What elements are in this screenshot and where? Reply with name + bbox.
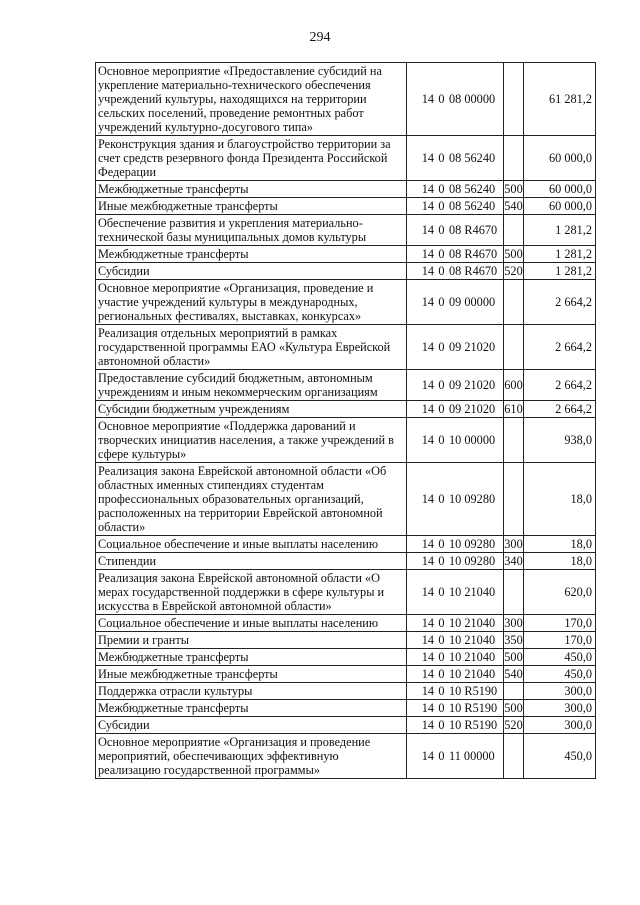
- code-part-article: 09 21020: [449, 402, 496, 416]
- table-row: [96, 536, 596, 553]
- row-name: Иные межбюджетные трансферты: [96, 666, 407, 683]
- code-part-section: 14: [421, 633, 434, 647]
- row-expense-type: 300: [504, 616, 523, 630]
- row-expense-type: 340: [504, 554, 523, 568]
- row-code: [407, 325, 504, 370]
- row-name: Субсидии: [96, 263, 407, 280]
- table-row: [96, 717, 596, 734]
- row-expense-type: 540: [504, 667, 523, 681]
- code-part-section: 14: [421, 701, 434, 715]
- row-code: [407, 615, 504, 632]
- code-part-article: 10 09280: [449, 537, 496, 551]
- row-expense-type: 500: [504, 247, 523, 261]
- row-code: [407, 463, 504, 536]
- code-part-sub: 0: [438, 295, 445, 309]
- row-sum: 60 000,0: [524, 181, 596, 198]
- code-part-article: 10 21040: [449, 633, 496, 647]
- code-part-sub: 0: [438, 199, 445, 213]
- code-part-sub: 0: [438, 616, 445, 630]
- table-row: [96, 700, 596, 717]
- code-part-sub: 0: [438, 650, 445, 664]
- code-part-article: 08 00000: [449, 92, 496, 106]
- table-row: [96, 63, 596, 136]
- code-part-article: 10 21040: [449, 585, 496, 599]
- table-row: [96, 401, 596, 418]
- row-expense-type: 600: [504, 370, 524, 401]
- code-part-article: 11 00000: [449, 749, 495, 763]
- row-name: Основное мероприятие «Предоставление субсидий на укрепление материально-технического обеспечения учреждений культуры, находящихся на территории сельских поселений, проведение ремонтных работ учреждений культурно-досугового типа»: [96, 63, 407, 136]
- code-part-section: 14: [421, 684, 434, 698]
- code-part-section: 14: [421, 402, 434, 416]
- code-part-section: 14: [421, 92, 434, 106]
- table-row: [96, 570, 596, 615]
- row-name: Основное мероприятие «Организация и проведение мероприятий, обеспечивающих эффективную реализацию государственной программы»: [96, 734, 407, 779]
- row-sum: 170,0: [524, 632, 596, 649]
- row-name: Реализация закона Еврейской автономной области «Об областных именных стипендиях студентам профессиональных образовательных организаций, расположенных на территории Еврейской автономной области»: [96, 463, 407, 536]
- code-part-section: 14: [421, 151, 434, 165]
- row-expense-type: 500: [504, 650, 523, 664]
- code-part-sub: 0: [438, 378, 445, 392]
- code-part-sub: 0: [438, 402, 445, 416]
- table-row: [96, 734, 596, 779]
- code-part-section: 14: [421, 718, 434, 732]
- row-name: Иные межбюджетные трансферты: [96, 198, 407, 215]
- row-name: Стипендии: [96, 553, 407, 570]
- code-part-article: 08 R4670: [449, 264, 498, 278]
- row-sum: 1 281,2: [524, 263, 596, 280]
- row-name: Основное мероприятие «Поддержка дарований и творческих инициатив населения, а также учреждений в сфере культуры»: [96, 418, 407, 463]
- row-code: [407, 246, 504, 263]
- table-row: [96, 632, 596, 649]
- row-code: [407, 418, 504, 463]
- code-part-sub: 0: [438, 684, 445, 698]
- row-expense-type: [504, 683, 524, 700]
- row-sum: 2 664,2: [524, 280, 596, 325]
- row-sum: 18,0: [524, 463, 596, 536]
- row-sum: 170,0: [524, 615, 596, 632]
- row-sum: 450,0: [524, 649, 596, 666]
- row-name: Межбюджетные трансферты: [96, 181, 407, 198]
- table-row: [96, 615, 596, 632]
- row-sum: 300,0: [524, 700, 596, 717]
- row-expense-type: 350: [504, 633, 523, 647]
- row-sum: 61 281,2: [524, 63, 596, 136]
- row-code: [407, 683, 504, 700]
- code-part-sub: 0: [438, 749, 445, 763]
- row-sum: 60 000,0: [524, 198, 596, 215]
- code-part-article: 10 R5190: [449, 684, 498, 698]
- code-part-article: 10 21040: [449, 616, 496, 630]
- row-sum: 300,0: [524, 683, 596, 700]
- table-row: [96, 181, 596, 198]
- table-row: [96, 553, 596, 570]
- budget-table: [95, 62, 596, 779]
- row-sum: 1 281,2: [524, 246, 596, 263]
- code-part-article: 08 56240: [449, 199, 496, 213]
- table-row: [96, 198, 596, 215]
- table-row: [96, 666, 596, 683]
- row-name: Межбюджетные трансферты: [96, 700, 407, 717]
- code-part-article: 10 R5190: [449, 701, 498, 715]
- row-code: [407, 570, 504, 615]
- code-part-section: 14: [421, 340, 434, 354]
- code-part-article: 09 00000: [449, 295, 496, 309]
- row-sum: 60 000,0: [524, 136, 596, 181]
- table-row: [96, 463, 596, 536]
- code-part-sub: 0: [438, 433, 445, 447]
- row-code: [407, 553, 504, 570]
- code-part-section: 14: [421, 650, 434, 664]
- row-code: [407, 632, 504, 649]
- row-name: Предоставление субсидий бюджетным, автономным учреждениям и иным некоммерческим организациям: [96, 370, 407, 401]
- code-part-article: 08 56240: [449, 151, 496, 165]
- row-name: Обеспечение развития и укрепления материально-технической базы муниципальных домов культуры: [96, 215, 407, 246]
- code-part-sub: 0: [438, 247, 445, 261]
- table-row: [96, 325, 596, 370]
- row-expense-type: [504, 280, 524, 325]
- row-sum: 450,0: [524, 734, 596, 779]
- table-row: [96, 215, 596, 246]
- code-part-article: 10 00000: [449, 433, 496, 447]
- code-part-sub: 0: [438, 151, 445, 165]
- row-expense-type: [504, 215, 524, 246]
- code-part-article: 08 R4670: [449, 223, 498, 237]
- row-name: Реализация отдельных мероприятий в рамках государственной программы ЕАО «Культура Еврейской автономной области»: [96, 325, 407, 370]
- row-expense-type: 500: [504, 182, 523, 196]
- row-expense-type: [504, 418, 524, 463]
- row-expense-type: 520: [504, 718, 523, 732]
- row-name: Премии и гранты: [96, 632, 407, 649]
- code-part-section: 14: [421, 182, 434, 196]
- row-code: [407, 370, 504, 401]
- code-part-section: 14: [421, 223, 434, 237]
- row-code: [407, 649, 504, 666]
- table-row: [96, 263, 596, 280]
- code-part-section: 14: [421, 378, 434, 392]
- row-expense-type: 540: [504, 199, 523, 213]
- code-part-article: 09 21020: [449, 378, 496, 392]
- code-part-section: 14: [421, 537, 434, 551]
- row-name: Основное мероприятие «Организация, проведение и участие учреждений культуры в международных, региональных фестивалях, выставках, конкурсах»: [96, 280, 407, 325]
- page-number: 294: [309, 30, 331, 45]
- code-part-sub: 0: [438, 554, 445, 568]
- code-part-sub: 0: [438, 264, 445, 278]
- code-part-article: 10 21040: [449, 650, 496, 664]
- code-part-sub: 0: [438, 492, 445, 506]
- row-code: [407, 280, 504, 325]
- code-part-section: 14: [421, 616, 434, 630]
- row-code: [407, 263, 504, 280]
- row-name: Социальное обеспечение и иные выплаты населению: [96, 536, 407, 553]
- row-expense-type: [504, 570, 524, 615]
- row-expense-type: [504, 63, 524, 136]
- row-code: [407, 717, 504, 734]
- row-name: Субсидии бюджетным учреждениям: [96, 401, 407, 418]
- code-part-section: 14: [421, 247, 434, 261]
- row-expense-type: [504, 463, 524, 536]
- code-part-section: 14: [421, 749, 434, 763]
- row-expense-type: 300: [504, 537, 523, 551]
- table-row: [96, 136, 596, 181]
- code-part-section: 14: [421, 433, 434, 447]
- code-part-section: 14: [421, 199, 434, 213]
- row-code: [407, 181, 504, 198]
- row-expense-type: 520: [504, 264, 523, 278]
- code-part-section: 14: [421, 667, 434, 681]
- row-sum: 938,0: [524, 418, 596, 463]
- row-name: Реализация закона Еврейской автономной области «О мерах государственной поддержки в сфере культуры и искусства в Еврейской автономной области»: [96, 570, 407, 615]
- code-part-sub: 0: [438, 182, 445, 196]
- code-part-article: 10 21040: [449, 667, 496, 681]
- row-sum: 300,0: [524, 717, 596, 734]
- code-part-sub: 0: [438, 701, 445, 715]
- code-part-sub: 0: [438, 718, 445, 732]
- row-expense-type: [504, 325, 524, 370]
- code-part-section: 14: [421, 554, 434, 568]
- code-part-article: 10 09280: [449, 554, 496, 568]
- row-code: [407, 700, 504, 717]
- table-row: [96, 246, 596, 263]
- row-expense-type: 610: [504, 402, 523, 416]
- table-row: [96, 280, 596, 325]
- row-sum: 620,0: [524, 570, 596, 615]
- row-name: Субсидии: [96, 717, 407, 734]
- code-part-article: 08 56240: [449, 182, 496, 196]
- table-row: [96, 649, 596, 666]
- row-name: Реконструкция здания и благоустройство территории за счет средств резервного фонда Президента Российской Федерации: [96, 136, 407, 181]
- table-row: [96, 370, 596, 401]
- table-row: [96, 683, 596, 700]
- row-code: [407, 401, 504, 418]
- code-part-section: 14: [421, 585, 434, 599]
- row-sum: 450,0: [524, 666, 596, 683]
- code-part-sub: 0: [438, 340, 445, 354]
- code-part-sub: 0: [438, 633, 445, 647]
- code-part-article: 09 21020: [449, 340, 496, 354]
- row-expense-type: 500: [504, 701, 523, 715]
- row-sum: 18,0: [524, 536, 596, 553]
- row-name: Межбюджетные трансферты: [96, 649, 407, 666]
- row-sum: 1 281,2: [524, 215, 596, 246]
- code-part-sub: 0: [438, 92, 445, 106]
- row-code: [407, 136, 504, 181]
- code-part-section: 14: [421, 264, 434, 278]
- code-part-article: 10 R5190: [449, 718, 498, 732]
- code-part-section: 14: [421, 295, 434, 309]
- code-part-sub: 0: [438, 585, 445, 599]
- row-expense-type: [504, 136, 524, 181]
- code-part-sub: 0: [438, 537, 445, 551]
- row-code: [407, 536, 504, 553]
- code-part-sub: 0: [438, 667, 445, 681]
- row-code: [407, 215, 504, 246]
- table-row: [96, 418, 596, 463]
- code-part-section: 14: [421, 492, 434, 506]
- row-expense-type: [504, 734, 524, 779]
- row-name: Межбюджетные трансферты: [96, 246, 407, 263]
- row-name: Социальное обеспечение и иные выплаты населению: [96, 615, 407, 632]
- row-sum: 18,0: [524, 553, 596, 570]
- code-part-article: 08 R4670: [449, 247, 498, 261]
- code-part-article: 10 09280: [449, 492, 496, 506]
- row-code: [407, 734, 504, 779]
- row-name: Поддержка отрасли культуры: [96, 683, 407, 700]
- code-part-sub: 0: [438, 223, 445, 237]
- row-sum: 2 664,2: [524, 370, 596, 401]
- row-sum: 2 664,2: [524, 401, 596, 418]
- row-code: [407, 63, 504, 136]
- row-code: [407, 198, 504, 215]
- row-sum: 2 664,2: [524, 325, 596, 370]
- row-code: [407, 666, 504, 683]
